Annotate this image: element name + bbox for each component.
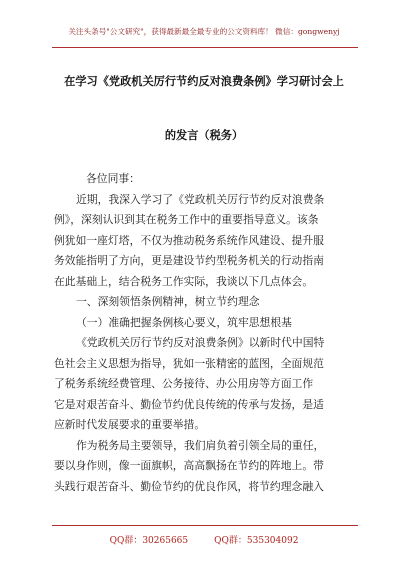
header-divider — [52, 47, 358, 48]
body-line: 它是对艰苦奋斗、勤俭节约优良传统的传承与发扬，是适 — [54, 397, 324, 411]
salutation: 各位同事： — [86, 172, 140, 185]
body-line: 应新时代发展要求的重要举措。 — [54, 418, 206, 431]
section-heading: 一、深刻领悟条例精神，树立节约理念 — [76, 295, 260, 308]
document-title-line-2: 的发言（税务） — [164, 128, 244, 142]
document-body — [54, 169, 358, 497]
footer-qq-group-2: QQ群：535304092 — [214, 536, 299, 546]
body-line: 务效能指明了方向，更是建设节约型税务机关的行动指南 — [54, 254, 324, 267]
document-title-line-1: 在学习《党政机关厉行节约反对浪费条例》学习研讨会上 — [64, 74, 344, 88]
body-line: 《党政机关厉行节约反对浪费条例》以新时代中国特 — [76, 336, 325, 349]
footer — [0, 533, 408, 546]
footer-qq-group-1: QQ群：30265665 — [109, 536, 189, 546]
body-line: 例犹如一座灯塔，不仅为推动税务系统作风建设、提升服 — [54, 233, 324, 247]
body-line: 作为税务局主要领导，我们肩负着引领全局的重任， — [76, 438, 325, 452]
body-line: 例》，深刻认识到其在税务工作中的重要指导意义。该条 — [54, 213, 319, 226]
body-line: 要以身作则，像一面旗帜，高高飘扬在节约的阵地上。带 — [54, 459, 324, 472]
footer-divider — [52, 525, 358, 526]
header-banner: 关注头条号"公文研究"，获得最新最全最专业的公文资料库！ 微信：gongwenyj — [68, 27, 340, 36]
body-line: 近期，我深入学习了《党政机关厉行节约反对浪费条 — [76, 192, 325, 206]
body-line: 头践行艰苦奋斗、勤俭节约的优良作风，将节约理念融入 — [54, 479, 324, 493]
body-line: 色社会主义思想为指导，犹如一张精密的蓝图，全面规范 — [54, 356, 324, 370]
subsection-heading: （一）准确把握条例核心要义，筑牢思想根基 — [76, 315, 292, 329]
body-line: 了税务系统经费管理、公务接待、办公用房等方面工作 — [54, 377, 314, 390]
body-line: 在此基础上，结合税务工作实际，我谈以下几点体会。 — [54, 274, 314, 288]
